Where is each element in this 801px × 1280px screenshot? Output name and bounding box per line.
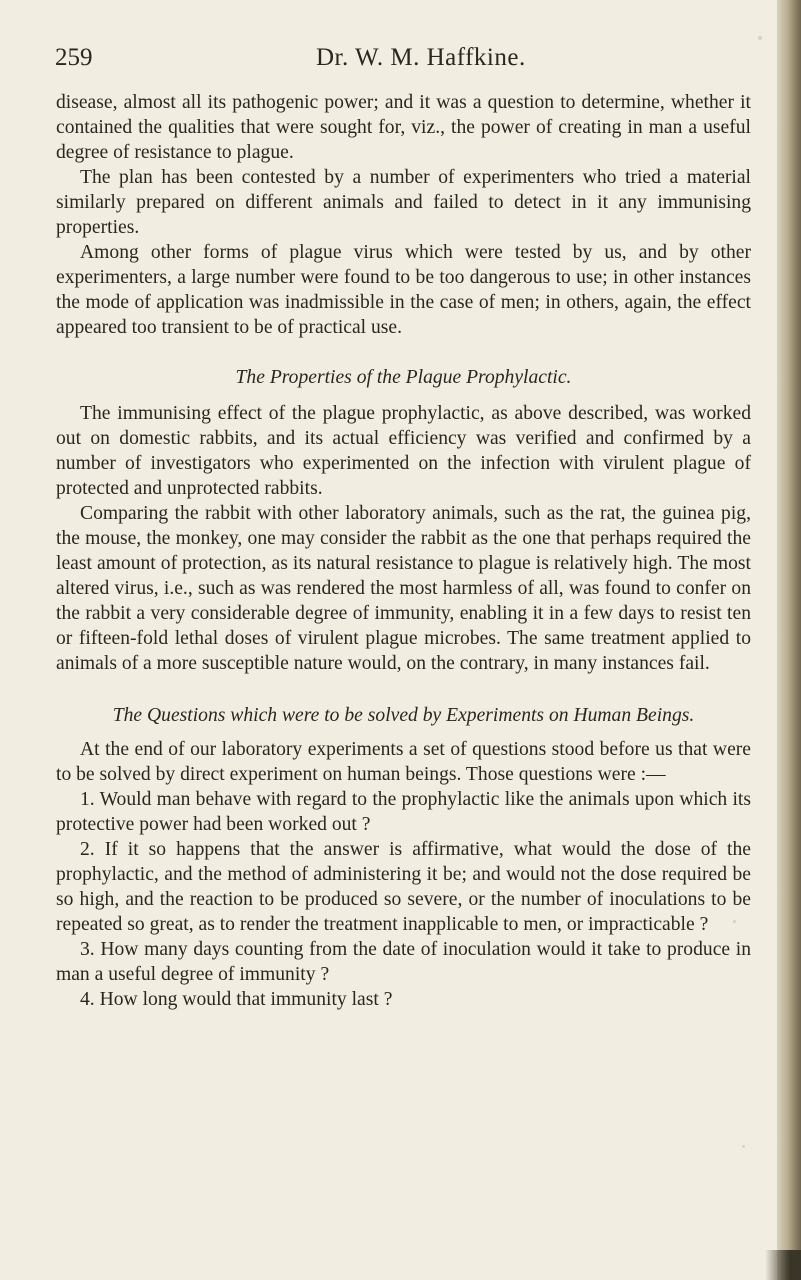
list-item: 2. If it so happens that the answer is affirmative, what would the dose of the prophylactic, and the method of administering it be; and would not the dose required be so high, and the reaction to be produced so severe, or the number of inoculations to be repeated so great, as to render the treatment inapplicable to men, or impracticable ? <box>56 839 751 935</box>
paper-speck <box>742 1145 745 1148</box>
paper-speck <box>733 920 736 923</box>
paragraph: The immunising effect of the plague prophylactic, as above described, was worked out on domestic rabbits, and its actual efficiency was verified and confirmed by a number of investigators who experimented on the infection with virulent plague of protected and unprotected rabbits. <box>56 403 751 499</box>
paragraph: At the end of our laboratory experiments a set of questions stood before us that were to be solved by direct experiment on human beings. Those questions were :— <box>56 739 751 785</box>
list-item: 1. Would man behave with regard to the prophylactic like the animals upon which its protective power had been worked out ? <box>56 789 751 835</box>
page-number: 259 <box>55 44 93 71</box>
paragraph: disease, almost all its pathogenic power; and it was a question to determine, whether it contained the qualities that were sought for, viz., the power of creating in man a useful degree of resistance to plague. <box>56 92 751 163</box>
paragraph: Comparing the rabbit with other laboratory animals, such as the rat, the guinea pig, the mouse, the monkey, one may consider the rabbit as the one that perhaps required the least amount of protection, as its natural resistance to plague is relatively high. The most altered virus, i.e., such as was rendered the most harmless of all, was found to confer on the rabbit a very considerable degree of immunity, enabling it in a few days to resist ten or fifteen-fold lethal doses of virulent plague microbes. The same treatment applied to animals of a more susceptible nature would, on the contrary, in many instances fail. <box>56 503 751 674</box>
paragraph: The plan has been contested by a number of experimenters who tried a material similarly prepared on different animals and failed to detect in it any immunising properties. <box>56 167 751 238</box>
page-header <box>55 44 755 84</box>
body-text <box>56 90 751 1012</box>
page-corner-shadow <box>765 1250 801 1280</box>
section-heading: The Properties of the Plague Prophylactic. <box>235 367 572 388</box>
list-item: 4. How long would that immunity last ? <box>80 989 393 1010</box>
paragraph: Among other forms of plague virus which were tested by us, and by other experimenters, a large number were found to be too dangerous to use; in other instances the mode of application was inadmissible in the case of men; in others, again, the effect appeared too transient to be of practical use. <box>56 242 751 338</box>
running-head: Dr. W. M. Haffkine. <box>316 44 526 71</box>
paper-speck <box>758 36 762 40</box>
section-heading: The Questions which were to be solved by Experiments on Human Beings. <box>112 705 695 726</box>
page-edge-shadow <box>777 0 801 1280</box>
list-item: 3. How many days counting from the date of inoculation would it take to produce in man a useful degree of immunity ? <box>56 939 751 985</box>
